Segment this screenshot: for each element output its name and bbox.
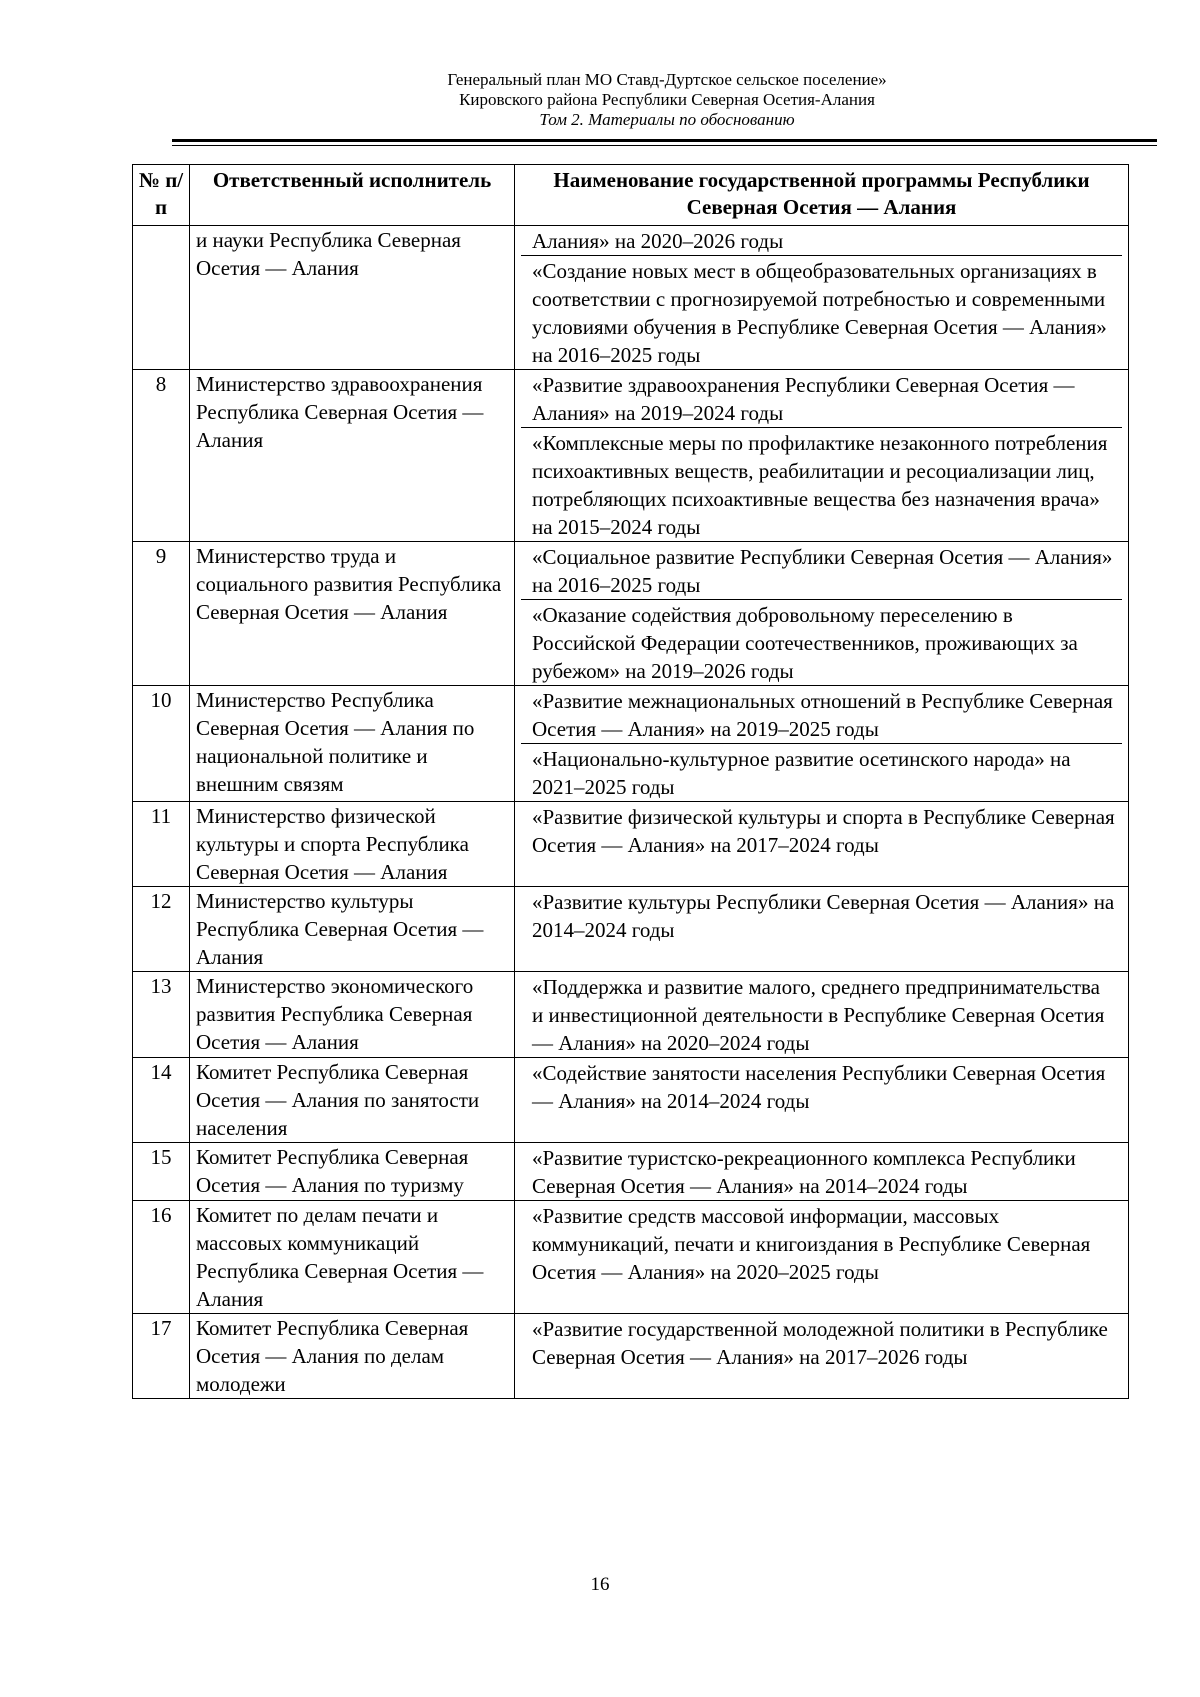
program-cell — [515, 1314, 1129, 1399]
row-number: 15 — [133, 1143, 190, 1201]
header-line-2: Кировского района Республики Северная Осетия-Алания — [459, 90, 875, 109]
responsible-executor: Комитет Республика Северная Осетия — Алания по делам молодежи — [190, 1314, 515, 1399]
responsible-executor: Министерство здравоохранения Республика Северная Осетия — Алания — [190, 370, 515, 542]
table-row — [133, 1058, 1129, 1143]
program-cell — [515, 972, 1129, 1058]
header-rule-thick — [172, 139, 1157, 142]
program-cell — [515, 226, 1129, 370]
responsible-executor: Министерство труда и социального развития Республика Северная Осетия — Алания — [190, 542, 515, 686]
program-name: «Оказание содействия добровольному переселению в Российской Федерации соотечественников, проживающих за рубежом» на 2019–2026 годы — [521, 599, 1122, 685]
program-name: Алания» на 2020–2026 годы — [532, 229, 784, 253]
program-cell — [515, 542, 1129, 686]
program-name: «Создание новых мест в общеобразовательных организациях в соответствии с прогнозируемой потребностью и современными условиями обучения в Республике Северная Осетия — Алания» на 2016–2025 годы — [521, 255, 1122, 369]
program-cell — [515, 370, 1129, 542]
program-name: «Развитие культуры Республики Северная Осетия — Алания» на 2014–2024 годы — [532, 890, 1115, 942]
responsible-executor: Министерство культуры Республика Северная Осетия — Алания — [190, 887, 515, 972]
row-number: 13 — [133, 972, 190, 1058]
program-name: «Развитие туристско-рекреационного комплекса Республики Северная Осетия — Алания» на 2014–2024 годы — [532, 1146, 1076, 1198]
table-header-row — [133, 165, 1129, 226]
table-row — [133, 887, 1129, 972]
row-number: 16 — [133, 1201, 190, 1314]
table-row — [133, 972, 1129, 1058]
program-name: «Развитие межнациональных отношений в Республике Северная Осетия — Алания» на 2019–2025 годы — [532, 689, 1113, 741]
header-program: Наименование государственной программы Республики Северная Осетия — Алания — [515, 165, 1129, 226]
program-name: «Национально-культурное развитие осетинского народа» на 2021–2025 годы — [521, 743, 1122, 801]
table-row — [133, 686, 1129, 802]
row-number — [133, 226, 190, 370]
responsible-executor: Министерство Республика Северная Осетия — Алания по национальной политике и внешним связям — [190, 686, 515, 802]
program-name: «Социальное развитие Республики Северная Осетия — Алания» на 2016–2025 годы — [532, 545, 1113, 597]
table-row — [133, 370, 1129, 542]
document-header — [172, 70, 1162, 130]
row-number: 9 — [133, 542, 190, 686]
table-body — [133, 226, 1129, 1399]
header-volume: Том 2. Материалы по обоснованию — [539, 110, 795, 129]
program-cell — [515, 686, 1129, 802]
program-name: «Развитие средств массовой информации, массовых коммуникаций, печати и книгоиздания в Республике Северная Осетия — Алания» на 2020–2025 годы — [532, 1204, 1091, 1284]
page-number: 16 — [590, 1574, 610, 1595]
table-row — [133, 542, 1129, 686]
program-name: «Развитие государственной молодежной политики в Республике Северная Осетия — Алания» на 2017–2026 годы — [532, 1317, 1108, 1369]
row-number: 10 — [133, 686, 190, 802]
row-number: 12 — [133, 887, 190, 972]
row-number: 8 — [133, 370, 190, 542]
programs-table — [132, 164, 1129, 1399]
table-row — [133, 1201, 1129, 1314]
header-num: № п/п — [133, 165, 190, 226]
table-row — [133, 1143, 1129, 1201]
program-cell — [515, 1143, 1129, 1201]
program-name: «Содействие занятости населения Республики Северная Осетия — Алания» на 2014–2024 годы — [532, 1061, 1106, 1113]
program-name: «Поддержка и развитие малого, среднего предпринимательства и инвестиционной деятельности в Республике Северная Осетия — Алания» на 2020–2024 годы — [532, 975, 1105, 1055]
program-name: «Комплексные меры по профилактике незаконного потребления психоактивных веществ, реабилитации и ресоциализации лиц, потребляющих психоактивные вещества без назначения врача» на 2015–2024 годы — [521, 427, 1122, 541]
responsible-executor: Министерство экономического развития Республика Северная Осетия — Алания — [190, 972, 515, 1058]
program-name: «Развитие физической культуры и спорта в Республике Северная Осетия — Алания» на 2017–2024 годы — [532, 805, 1115, 857]
program-cell — [515, 887, 1129, 972]
responsible-executor: и науки Республика Северная Осетия — Алания — [190, 226, 515, 370]
table-row — [133, 802, 1129, 887]
program-name: «Развитие здравоохранения Республики Северная Осетия — Алания» на 2019–2024 годы — [532, 373, 1075, 425]
table-row — [133, 1314, 1129, 1399]
responsible-executor: Комитет Республика Северная Осетия — Алания по занятости населения — [190, 1058, 515, 1143]
program-cell — [515, 1058, 1129, 1143]
program-cell — [515, 1201, 1129, 1314]
table-row — [133, 226, 1129, 370]
header-executor: Ответственный исполнитель — [190, 165, 515, 226]
row-number: 11 — [133, 802, 190, 887]
row-number: 17 — [133, 1314, 190, 1399]
header-rule-thin — [172, 145, 1157, 146]
responsible-executor: Министерство физической культуры и спорта Республика Северная Осетия — Алания — [190, 802, 515, 887]
responsible-executor: Комитет Республика Северная Осетия — Алания по туризму — [190, 1143, 515, 1201]
header-line-1: Генеральный план МО Ставд-Дуртское сельское поселение» — [447, 70, 887, 89]
responsible-executor: Комитет по делам печати и массовых коммуникаций Республика Северная Осетия — Алания — [190, 1201, 515, 1314]
row-number: 14 — [133, 1058, 190, 1143]
program-cell — [515, 802, 1129, 887]
